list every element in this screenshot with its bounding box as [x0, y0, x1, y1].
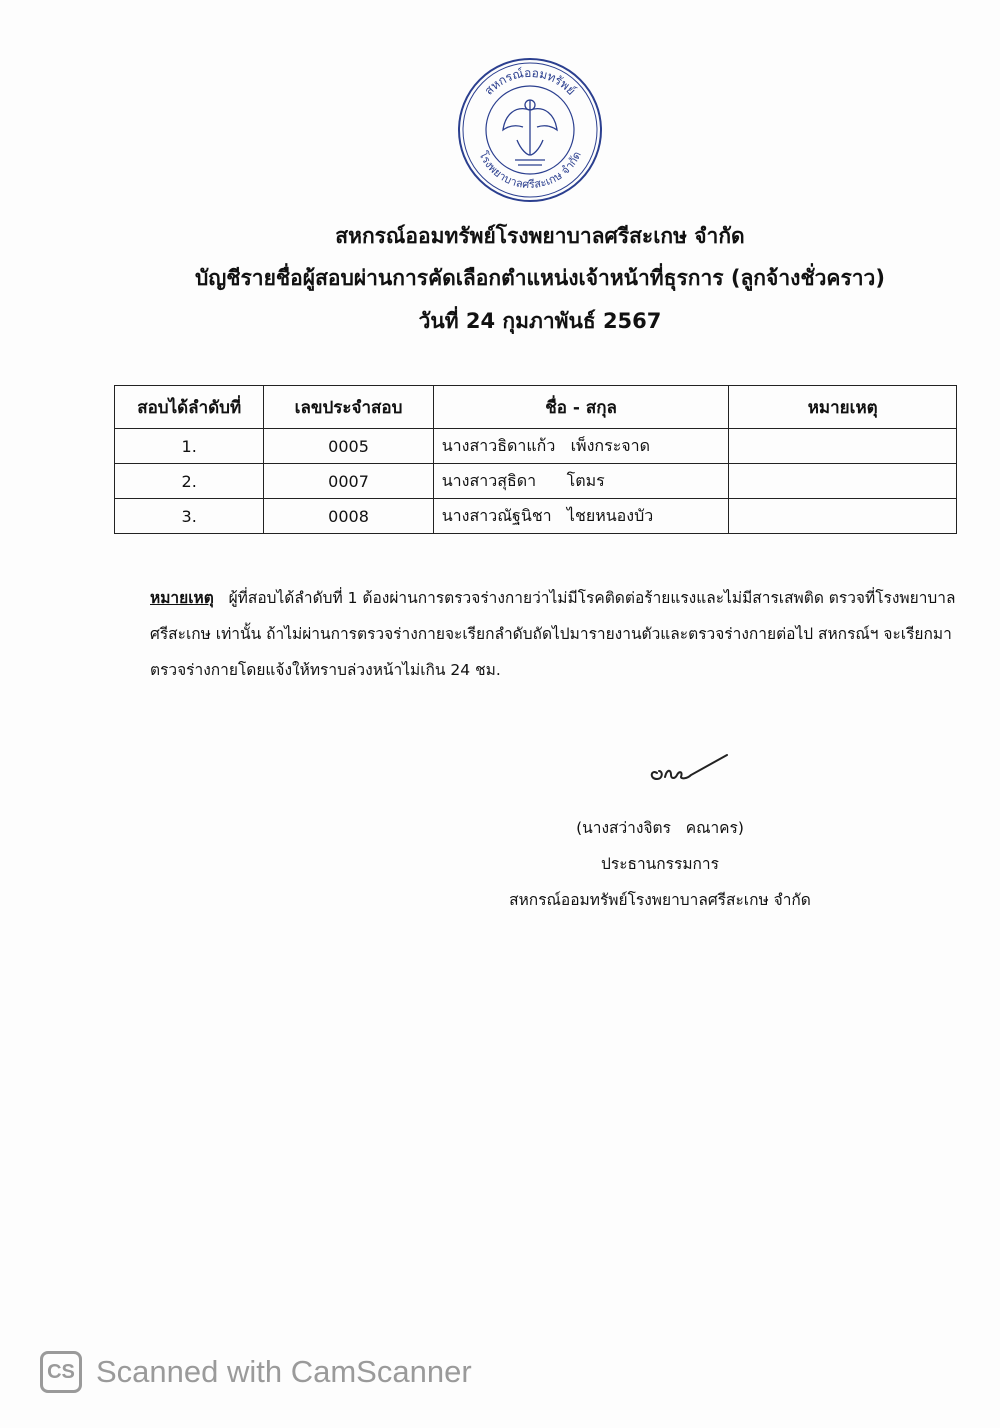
table-row [115, 499, 957, 534]
results-table [114, 385, 957, 534]
table-row [115, 429, 957, 464]
watermark-text: Scanned with CamScanner [96, 1354, 472, 1389]
table-header-row [115, 386, 957, 429]
document-title: บัญชีรายชื่อผู้สอบผ่านการคัดเลือกตำแหน่งเจ้าหน้าที่ธุรการ (ลูกจ้างชั่วคราว) [195, 266, 885, 290]
cell-name: นางสาวสุธิดา โตมร [433, 464, 729, 499]
handwritten-signature [645, 745, 735, 795]
header-name: ชื่อ - สกุล [433, 386, 729, 429]
cell-remark [729, 429, 957, 464]
note-text: ผู้ที่สอบได้ลำดับที่ 1 ต้องผ่านการตรวจร่างกายว่าไม่มีโรคติดต่อร้ายแรงและไม่มีสารเสพติด ตรวจที่โรงพยาบาลศรีสะเกษ เท่านั้น ถ้าไม่ผ่านการตรวจร่างกายจะเรียกลำดับถัดไปมารายงานตัวและตรวจร่างกายต่อไป สหกรณ์ฯ จะเรียกมาตรวจร่างกายโดยแจ้งให้ทราบล่วงหน้าไม่เกิน 24 ชม. [150, 589, 956, 679]
header-remark: หมายเหตุ [729, 386, 957, 429]
cell-rank: 3. [115, 499, 264, 534]
org-name-heading: สหกรณ์ออมทรัพย์โรงพยาบาลศรีสะเกษ จำกัด [335, 224, 745, 248]
svg-text:สหกรณ์ออมทรัพย์: สหกรณ์ออมทรัพย์ [481, 65, 579, 98]
cell-rank: 1. [115, 429, 264, 464]
svg-text:โรงพยาบาลศรีสะเกษ จำกัด: โรงพยาบาลศรีสะเกษ จำกัด [476, 149, 584, 192]
cell-exam-id: 0007 [264, 464, 433, 499]
camscanner-logo-icon: CS [40, 1351, 82, 1393]
header-exam-id: เลขประจำสอบ [264, 386, 433, 429]
cell-rank: 2. [115, 464, 264, 499]
signature-block [470, 810, 850, 918]
cell-remark [729, 499, 957, 534]
note-paragraph [150, 580, 960, 688]
table-row [115, 464, 957, 499]
cell-name: นางสาวณัฐนิชา ไชยหนองบัว [433, 499, 729, 534]
cell-exam-id: 0008 [264, 499, 433, 534]
signer-name: (นางสว่างจิตร คณาคร) [576, 819, 744, 837]
cooperative-seal [455, 55, 605, 205]
signer-org: สหกรณ์ออมทรัพย์โรงพยาบาลศรีสะเกษ จำกัด [509, 891, 811, 909]
cell-name: นางสาวธิดาแก้ว เพ็งกระจาด [433, 429, 729, 464]
cell-remark [729, 464, 957, 499]
document-date: วันที่ 24 กุมภาพันธ์ 2567 [418, 309, 662, 333]
note-label: หมายเหตุ [150, 589, 214, 607]
header-rank: สอบได้ลำดับที่ [115, 386, 264, 429]
cell-exam-id: 0005 [264, 429, 433, 464]
signer-position: ประธานกรรมการ [601, 855, 719, 873]
camscanner-watermark [40, 1348, 472, 1396]
